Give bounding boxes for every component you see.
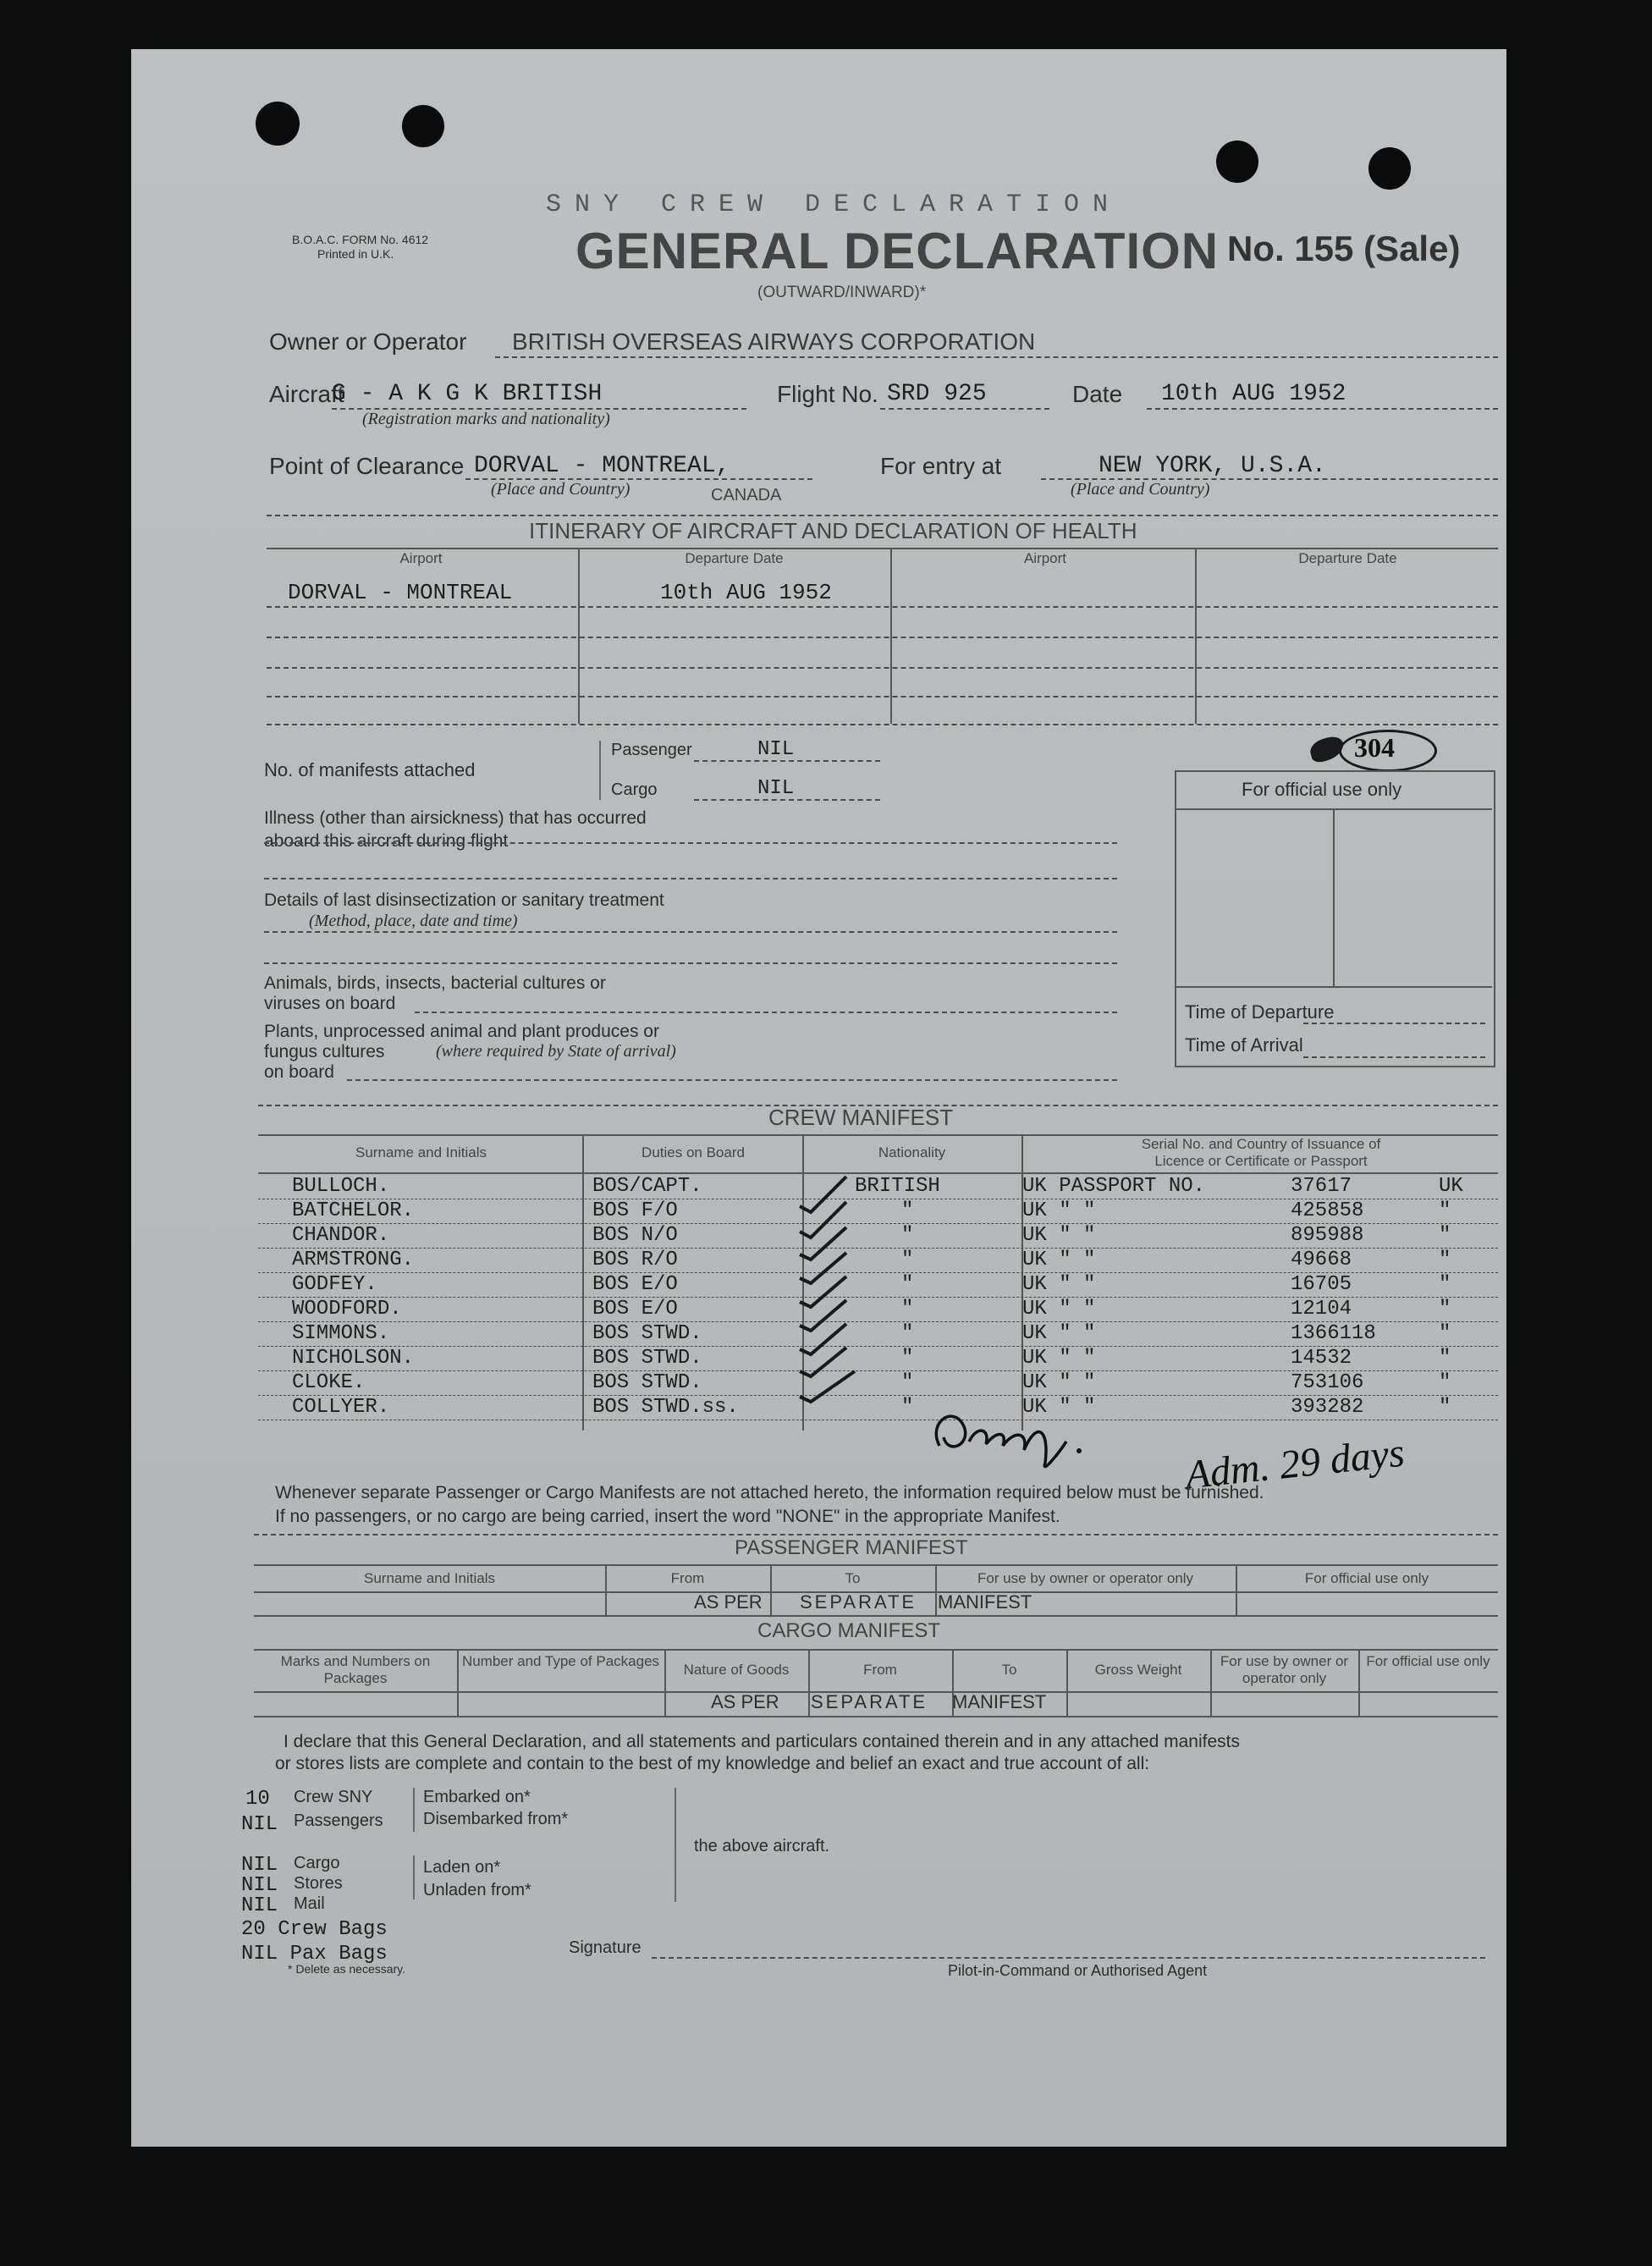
itinerary-top-line (267, 515, 1498, 516)
crew-surname: SIMMONS. (292, 1322, 390, 1345)
crew-country: " (1439, 1347, 1451, 1370)
flight-label: Flight No. (777, 381, 878, 407)
cargo-line (694, 799, 880, 801)
time-arrival-label: Time of Arrival (1185, 1034, 1303, 1056)
date-label: Date (1072, 381, 1123, 407)
stamp-number: 304 (1354, 732, 1395, 763)
crew-manifest-title: CREW MANIFEST (768, 1105, 954, 1130)
pax-count: NIL (241, 1813, 278, 1836)
aircraft-value: G - A K G K BRITISH (332, 381, 603, 407)
disembarked-label: Disembarked from* (423, 1810, 569, 1828)
handwritten-ticks (796, 1160, 880, 1431)
itinerary-row-line (267, 637, 1498, 638)
owner-value: BRITISH OVERSEAS AIRWAYS CORPORATION (512, 328, 1036, 355)
aircraft-label: Aircraft (269, 381, 344, 407)
mail-count: NIL (241, 1894, 278, 1917)
entry-sublabel: (Place and Country) (1071, 480, 1210, 499)
plants-line (347, 1079, 1117, 1081)
cargo-bottom-line (254, 1716, 1498, 1717)
crew-serial: 16705 (1291, 1273, 1352, 1296)
illness-line-2 (264, 878, 1117, 879)
crew-header-duties: Duties on Board (642, 1144, 745, 1161)
flight-line (880, 408, 1049, 410)
brace-right (664, 1788, 676, 1902)
cargo-divider (1210, 1649, 1212, 1717)
cargo-row-manifest: MANIFEST (952, 1691, 1047, 1712)
animals-label-2: viruses on board (264, 994, 396, 1013)
page-subtitle: (OUTWARD/INWARD)* (757, 284, 927, 301)
crew-nationality: " (901, 1298, 914, 1320)
printed-in: Printed in U.K. (317, 247, 394, 261)
cargo-header-owner: For use by owner or operator only (1220, 1653, 1349, 1686)
disinsect-label: Details of last disinsectization or sanitary treatment (264, 890, 664, 910)
plants-label: Plants, unprocessed animal and plant produces or (264, 1022, 659, 1041)
crew-document: UK PASSPORT NO. (1022, 1175, 1206, 1198)
cargo-label: Cargo (611, 780, 658, 799)
pax-header-to: To (845, 1570, 861, 1586)
crew-duties: BOS STWD. (592, 1371, 702, 1394)
crew-serial: 49668 (1291, 1249, 1352, 1271)
crew-nationality: " (901, 1273, 914, 1296)
crew-document: UK " " (1022, 1298, 1096, 1320)
illness-label-2: aboard this aircraft during flight (264, 831, 509, 851)
itinerary-header-date-1: Departure Date (685, 550, 784, 566)
notice-line-2: If no passengers, or no cargo are being carried, insert the word "NONE" in the appropriate Manifest. (275, 1507, 1060, 1526)
crew-document: UK " " (1022, 1224, 1096, 1247)
clearance-label: Point of Clearance (269, 453, 465, 479)
cargo-row-separate: SEPARATE (811, 1691, 928, 1712)
plants-sublabel: (where required by State of arrival) (436, 1042, 676, 1061)
crew-country: " (1439, 1224, 1451, 1247)
document-page (131, 49, 1506, 2147)
passenger-label: Passenger (611, 741, 692, 759)
itinerary-row-line (267, 724, 1498, 725)
cargo-value: NIL (757, 777, 795, 800)
crew-nationality: " (901, 1371, 914, 1394)
cargo-header-official: For official use only (1366, 1653, 1490, 1669)
itinerary-date-value: 10th AUG 1952 (660, 580, 832, 605)
crew-serial: 895988 (1291, 1224, 1364, 1247)
crew-serial: 12104 (1291, 1298, 1352, 1320)
pax-top-line (254, 1534, 1498, 1535)
punch-hole (402, 105, 444, 147)
crew-surname: WOODFORD. (292, 1298, 402, 1320)
itinerary-header-date-2: Departure Date (1298, 550, 1397, 566)
crew-serial: 425858 (1291, 1199, 1364, 1222)
pilot-label: Pilot-in-Command or Authorised Agent (948, 1962, 1208, 1979)
laden-label: Laden on* (423, 1858, 501, 1877)
pax-divider (935, 1564, 937, 1615)
unladen-label: Unladen from* (423, 1881, 531, 1899)
clearance-value: DORVAL - MONTREAL, (474, 453, 730, 479)
disinsect-sublabel: (Method, place, date and time) (309, 912, 518, 930)
itinerary-title: ITINERARY OF AIRCRAFT AND DECLARATION OF HEALTH (529, 518, 1137, 543)
crew-header-name: Surname and Initials (355, 1144, 487, 1161)
cargo-row-as-per: AS PER (711, 1691, 779, 1712)
mail-count-label: Mail (294, 1894, 325, 1913)
crew-duties: BOS STWD. (592, 1322, 702, 1345)
cargo-count: NIL (241, 1854, 278, 1877)
itinerary-row-line (267, 696, 1498, 697)
pax-header-official: For official use only (1304, 1570, 1429, 1586)
illness-label: Illness (other than airsickness) that has occurred (264, 808, 647, 828)
crew-surname: CLOKE. (292, 1371, 366, 1394)
crew-header-nationality: Nationality (878, 1144, 946, 1161)
disinsect-line-2 (264, 962, 1117, 964)
official-use-title: For official use only (1242, 779, 1402, 800)
crew-header-serial: Serial No. and Country of Issuance of (1141, 1136, 1381, 1152)
entry-value: NEW YORK, U.S.A. (1099, 453, 1326, 479)
pax-header-from: From (670, 1570, 705, 1586)
crew-duties: BOS R/O (592, 1249, 678, 1271)
crew-nationality: " (901, 1396, 914, 1419)
crew-surname: BATCHELOR. (292, 1199, 415, 1222)
crew-document: UK " " (1022, 1249, 1096, 1271)
crew-nationality: " (901, 1199, 914, 1222)
crew-document: UK " " (1022, 1273, 1096, 1296)
cargo-header-nature: Nature of Goods (683, 1662, 790, 1678)
crew-document: UK " " (1022, 1347, 1096, 1370)
stores-count-label: Stores (294, 1874, 343, 1893)
owner-line (495, 356, 1498, 358)
signature-line (652, 1957, 1485, 1959)
passenger-value: NIL (757, 738, 795, 761)
crew-duties: BOS E/O (592, 1298, 678, 1320)
crew-serial: 1366118 (1291, 1322, 1376, 1345)
crew-surname: GODFEY. (292, 1273, 377, 1296)
itinerary-row-line (267, 667, 1498, 669)
crew-serial: 37617 (1291, 1175, 1352, 1198)
clearance-sublabel: (Place and Country) (491, 480, 631, 499)
crew-nationality: BRITISH (855, 1175, 940, 1198)
crew-country: " (1439, 1371, 1451, 1394)
animals-label: Animals, birds, insects, bacterial cultures or (264, 973, 606, 993)
cargo-manifest-title: CARGO MANIFEST (757, 1619, 941, 1642)
cargo-divider (664, 1649, 666, 1717)
crew-nationality: " (901, 1224, 914, 1247)
crew-duties: BOS STWD. (592, 1347, 702, 1370)
crew-country: UK (1439, 1175, 1463, 1198)
crew-country: " (1439, 1273, 1451, 1296)
pax-header-owner: For use by owner or operator only (977, 1570, 1194, 1586)
crew-surname: BULLOCH. (292, 1175, 390, 1198)
signature-label: Signature (569, 1938, 642, 1957)
itinerary-header-airport-2: Airport (1023, 550, 1067, 566)
cargo-divider (808, 1649, 810, 1717)
cargo-header-from: From (863, 1662, 897, 1678)
above-aircraft-label: the above aircraft. (694, 1837, 830, 1855)
cargo-count-label: Cargo (294, 1854, 340, 1872)
cargo-divider (1358, 1649, 1360, 1717)
official-box-line (1176, 986, 1492, 988)
pax-count-label: Passengers (294, 1811, 383, 1830)
handwritten-signature (922, 1395, 1109, 1471)
pax-row-separate: SEPARATE (800, 1591, 917, 1613)
official-box-divider (1333, 808, 1335, 986)
aircraft-sublabel: (Registration marks and nationality) (362, 410, 610, 428)
crew-serial: 14532 (1291, 1347, 1352, 1370)
pax-divider (605, 1564, 607, 1615)
stores-count: NIL (241, 1874, 278, 1897)
passenger-line (694, 760, 880, 762)
form-number: B.O.A.C. FORM No. 4612 (292, 233, 429, 246)
top-stamp: SNY CREW DECLARATION (546, 190, 1122, 219)
illness-line (264, 842, 1117, 844)
crew-surname: NICHOLSON. (292, 1347, 415, 1370)
pax-bags: NIL Pax Bags (241, 1943, 388, 1966)
page-title: GENERAL DECLARATION (575, 223, 1220, 279)
crew-duties: BOS/CAPT. (592, 1175, 702, 1198)
pax-header-line (254, 1564, 1498, 1566)
crew-serial: 753106 (1291, 1371, 1364, 1394)
pax-divider (1236, 1564, 1237, 1615)
itinerary-row-line (267, 606, 1498, 608)
punch-hole (1368, 147, 1411, 190)
cargo-header-weight: Gross Weight (1094, 1662, 1182, 1678)
animals-line (415, 1012, 1117, 1013)
crew-duties: BOS STWD.ss. (592, 1396, 739, 1419)
entry-label: For entry at (880, 453, 1002, 479)
declaration-line-1: I declare that this General Declaration, and all statements and particulars contained therein and in any attached manifests (284, 1732, 1240, 1751)
arrival-line (1303, 1056, 1485, 1058)
time-departure-label: Time of Departure (1185, 1001, 1335, 1023)
crew-document: UK " " (1022, 1322, 1096, 1345)
crew-header-serial-2: Licence or Certificate or Passport (1154, 1153, 1368, 1169)
crew-divider (582, 1134, 584, 1431)
crew-nationality: " (901, 1249, 914, 1271)
clearance-value-country: CANADA (711, 486, 782, 504)
punch-hole (1216, 141, 1258, 183)
cargo-header-marks: Marks and Numbers on Packages (280, 1653, 431, 1686)
handwritten-note: Adm. 29 days (1182, 1430, 1407, 1498)
cargo-header-number: Number and Type of Packages (461, 1653, 660, 1669)
declaration-number: No. 155 (Sale) (1227, 229, 1461, 268)
cargo-divider (457, 1649, 459, 1717)
crew-count-label: Crew SNY (294, 1788, 373, 1806)
disinsect-line (264, 931, 1117, 933)
crew-duties: BOS E/O (592, 1273, 678, 1296)
itinerary-header-line (267, 548, 1498, 549)
pax-header-name: Surname and Initials (364, 1570, 495, 1586)
itinerary-airport-value: DORVAL - MONTREAL (288, 580, 513, 605)
crew-count: 10 (245, 1788, 270, 1811)
crew-duties: BOS N/O (592, 1224, 678, 1247)
pax-divider (770, 1564, 772, 1615)
crew-nationality: " (901, 1322, 914, 1345)
manifests-label: No. of manifests attached (264, 759, 476, 780)
crew-surname: ARMSTRONG. (292, 1249, 415, 1271)
crew-surname: CHANDOR. (292, 1224, 390, 1247)
brace (413, 1788, 420, 1832)
pax-bottom-line (254, 1615, 1498, 1617)
crew-duties: BOS F/O (592, 1199, 678, 1222)
crew-document: UK " " (1022, 1396, 1096, 1419)
date-value: 10th AUG 1952 (1161, 381, 1346, 407)
crew-surname: COLLYER. (292, 1396, 390, 1419)
pax-row-manifest: MANIFEST (938, 1591, 1032, 1613)
cargo-header-to: To (1001, 1662, 1017, 1678)
crew-document: UK " " (1022, 1371, 1096, 1394)
flight-value: SRD 925 (887, 381, 987, 407)
notice-line-1: Whenever separate Passenger or Cargo Manifests are not attached hereto, the information required below must be furnished. (275, 1483, 1264, 1502)
crew-bags: 20 Crew Bags (241, 1918, 388, 1941)
crew-nationality: " (901, 1347, 914, 1370)
delete-note: * Delete as necessary. (288, 1962, 406, 1976)
brace-left (599, 741, 608, 800)
crew-document: UK " " (1022, 1199, 1096, 1222)
departure-line (1303, 1023, 1485, 1024)
itinerary-header-airport-1: Airport (399, 550, 443, 566)
punch-hole (256, 102, 300, 146)
crew-country: " (1439, 1199, 1451, 1222)
embarked-label: Embarked on* (423, 1788, 531, 1806)
brace (413, 1855, 420, 1899)
crew-country: " (1439, 1298, 1451, 1320)
passenger-manifest-title: PASSENGER MANIFEST (735, 1536, 968, 1559)
date-line (1147, 408, 1498, 410)
owner-label: Owner or Operator (269, 328, 467, 355)
crew-serial: 393282 (1291, 1396, 1364, 1419)
cargo-header-line (254, 1649, 1498, 1651)
crew-country: " (1439, 1249, 1451, 1271)
declaration-line-2: or stores lists are complete and contain to the best of my knowledge and belief an exact and true account of all: (275, 1754, 1150, 1773)
crew-country: " (1439, 1396, 1451, 1419)
cargo-divider (1066, 1649, 1068, 1717)
plants-label-2: fungus cultures (264, 1042, 385, 1061)
plants-label-4: on board (264, 1062, 334, 1082)
crew-country: " (1439, 1322, 1451, 1345)
pax-row-as-per: AS PER (694, 1591, 763, 1613)
